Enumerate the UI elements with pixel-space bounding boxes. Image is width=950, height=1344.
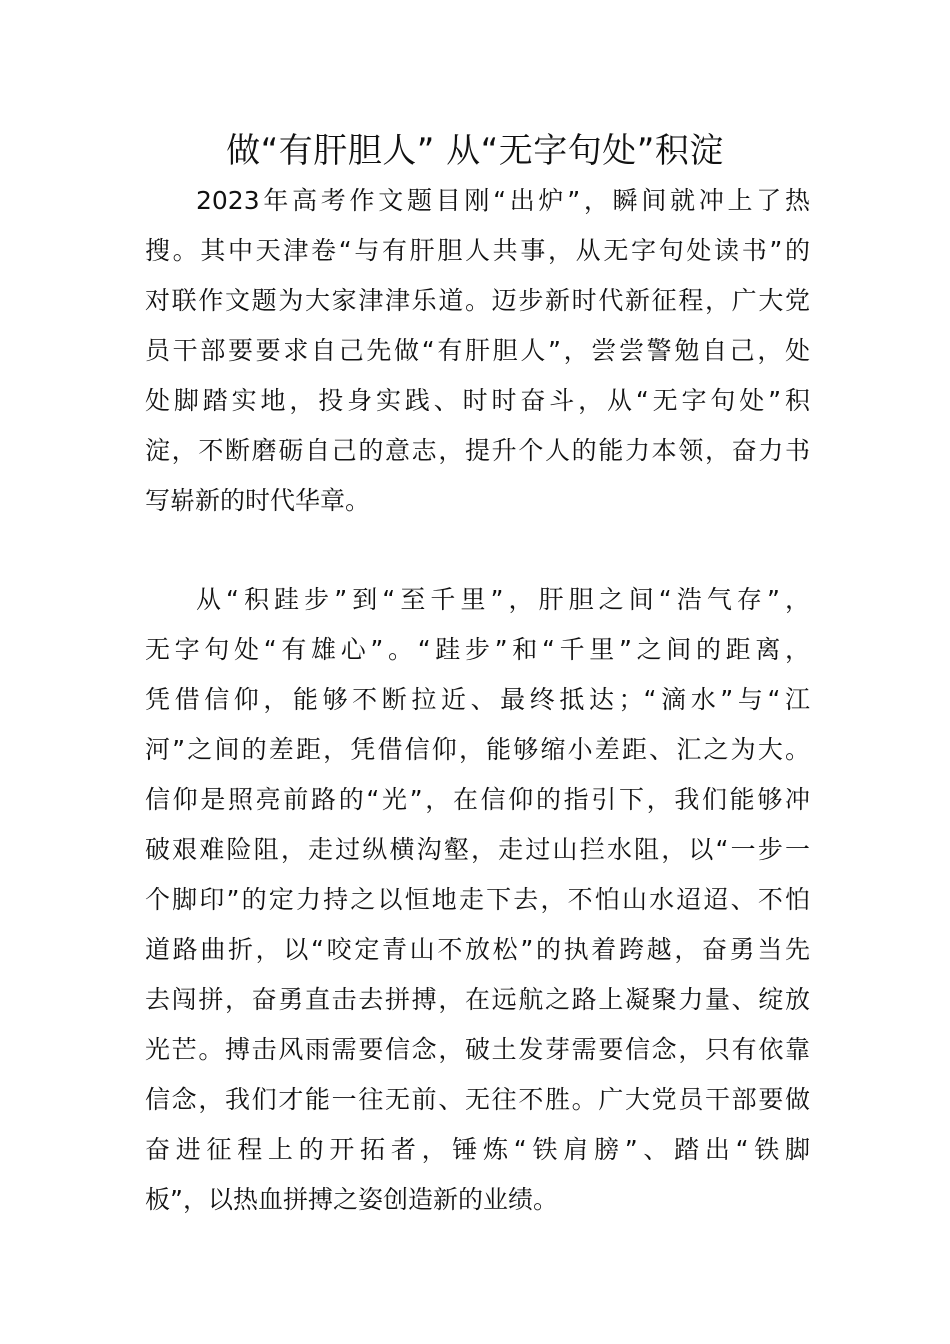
- text-line: 搜。其中天津卷“与有肝胆人共事，从无字句处读书”的: [145, 236, 810, 265]
- text-line: 写崭新的时代华章。: [145, 486, 371, 515]
- text-line: 处脚踏实地，投身实践、时时奋斗，从“无字句处”积: [145, 386, 810, 415]
- text-line: 信仰是照亮前路的“光”，在信仰的指引下，我们能够冲: [145, 785, 810, 814]
- text-line: 凭借信仰，能够不断拉近、最终抵达；“滴水”与“江: [145, 685, 810, 714]
- text-line: 信念，我们才能一往无前、无往不胜。广大党员干部要做: [145, 1085, 810, 1114]
- text-line: 无字句处“有雄心”。“跬步”和“千里”之间的距离，: [145, 635, 810, 664]
- text-line: 员干部要要求自己先做“有肝胆人”，尝尝警勉自己，处: [145, 336, 810, 365]
- text-line: 河”之间的差距，凭借信仰，能够缩小差距、汇之为大。: [145, 735, 810, 764]
- document-title: 做“有肝胆人” 从“无字句处”积淀: [226, 131, 724, 171]
- text-line: 光芒。搏击风雨需要信念，破土发芽需要信念，只有依靠: [145, 1035, 810, 1064]
- text-line: 奋进征程上的开拓者，锤炼“铁肩膀”、踏出“铁脚: [145, 1135, 810, 1164]
- text-line: 淀，不断磨砺自己的意志，提升个人的能力本领，奋力书: [145, 436, 810, 465]
- text-line: 2023年高考作文题目刚“出炉”，瞬间就冲上了热: [196, 186, 810, 215]
- text-line: 破艰难险阻，走过纵横沟壑，走过山拦水阻，以“一步一: [145, 835, 810, 864]
- paragraph-2: [145, 575, 810, 1225]
- paragraph-1: [145, 176, 810, 526]
- text-line: 个脚印”的定力持之以恒地走下去，不怕山水迢迢、不怕: [145, 885, 810, 914]
- text-line: 去闯拼，奋勇直击去拼搏，在远航之路上凝聚力量、绽放: [145, 985, 810, 1014]
- text-line: 对联作文题为大家津津乐道。迈步新时代新征程，广大党: [145, 286, 810, 315]
- text-line: 道路曲折，以“咬定青山不放松”的执着跨越，奋勇当先: [145, 935, 810, 964]
- text-line: 板”，以热血拼搏之姿创造新的业绩。: [145, 1185, 558, 1214]
- text-line: 从“积跬步”到“至千里”，肝胆之间“浩气存”，: [196, 585, 810, 614]
